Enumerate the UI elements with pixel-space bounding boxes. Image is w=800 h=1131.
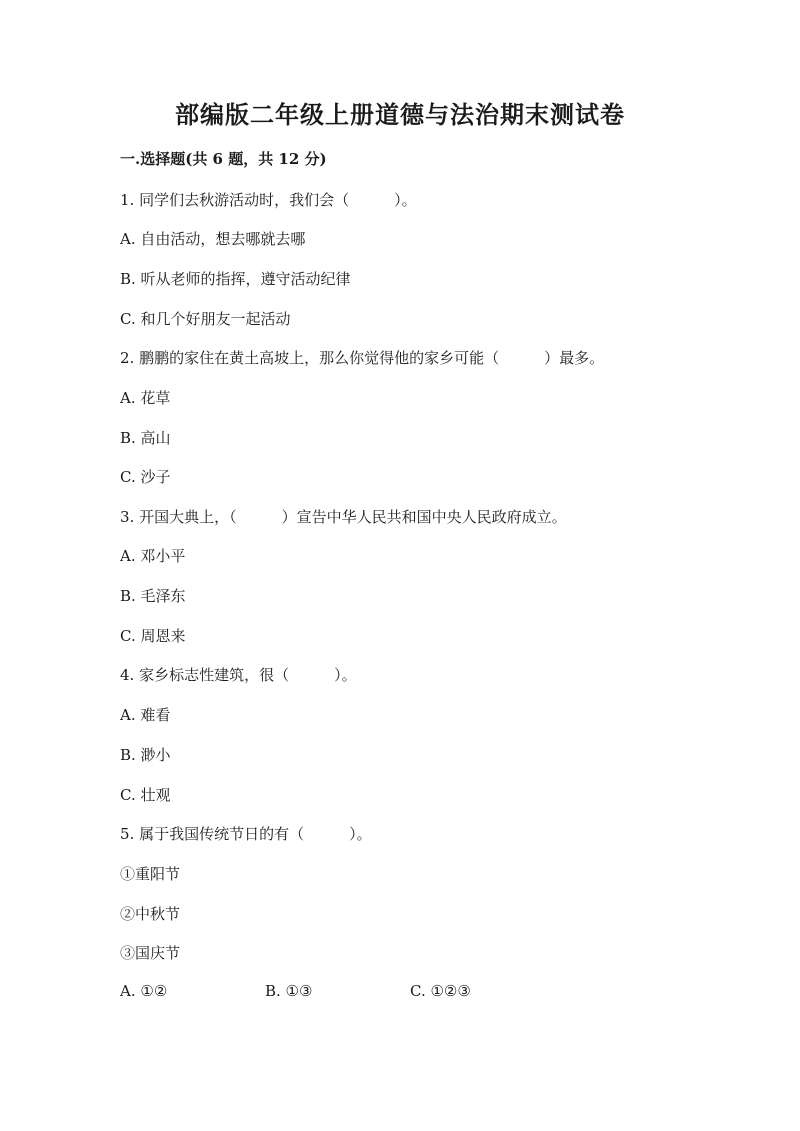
question-2-option-a: A. 花草 (120, 389, 171, 407)
question-2-option-c: C. 沙子 (120, 468, 171, 486)
question-5-item-3: ③国庆节 (120, 944, 181, 962)
question-2: 2. 鹏鹏的家住在黄土高坡上，那么你觉得他的家乡可能（ ）最多。 (120, 349, 605, 367)
question-1-option-b: B. 听从老师的指挥，遵守活动纪律 (120, 270, 351, 288)
question-3-option-a: A. 邓小平 (120, 547, 186, 565)
question-1-option-a: A. 自由活动，想去哪就去哪 (120, 230, 306, 248)
question-5-option-c: C. ①②③ (410, 982, 471, 1000)
section-heading: 一.选择题(共 6 题，共 12 分) (120, 150, 327, 168)
question-4: 4. 家乡标志性建筑，很（ ）。 (120, 666, 357, 684)
question-5-item-2: ②中秋节 (120, 905, 181, 923)
question-3-option-c: C. 周恩来 (120, 627, 186, 645)
question-3-option-b: B. 毛泽东 (120, 587, 186, 605)
exam-title: 部编版二年级上册道德与法治期末测试卷 (175, 100, 625, 129)
question-1-option-c: C. 和几个好朋友一起活动 (120, 310, 291, 328)
question-4-option-b: B. 渺小 (120, 746, 171, 764)
question-4-option-a: A. 难看 (120, 706, 171, 724)
question-3: 3. 开国大典上，（ ）宣告中华人民共和国中央人民政府成立。 (120, 508, 567, 526)
question-1: 1. 同学们去秋游活动时，我们会（ ）。 (120, 191, 417, 209)
question-5-option-b: B. ①③ (265, 982, 313, 1000)
question-5-option-a: A. ①② (120, 982, 168, 1000)
question-4-option-c: C. 壮观 (120, 786, 171, 804)
question-2-option-b: B. 高山 (120, 429, 171, 447)
question-5-item-1: ①重阳节 (120, 865, 181, 883)
question-5: 5. 属于我国传统节日的有（ ）。 (120, 825, 372, 843)
